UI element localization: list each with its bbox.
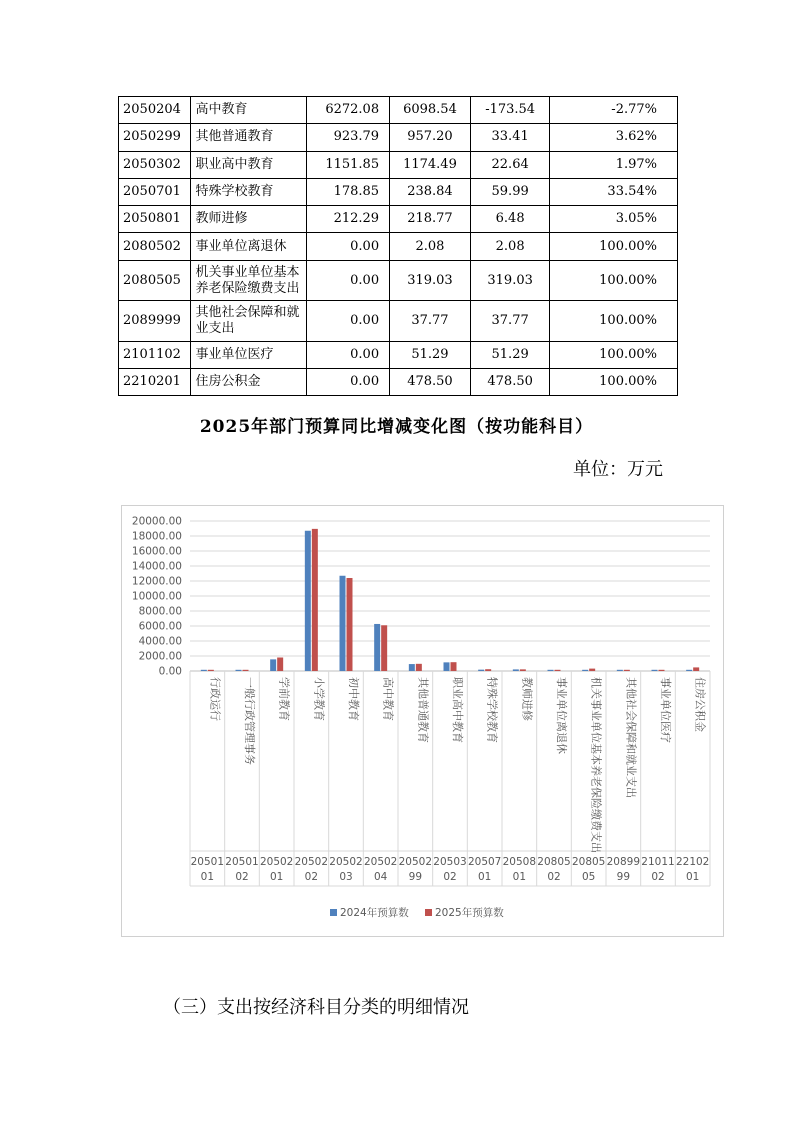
legend-swatch bbox=[425, 909, 432, 916]
cell-2024: 0.00 bbox=[307, 301, 390, 342]
cell-code: 2050204 bbox=[119, 97, 191, 124]
bar bbox=[444, 662, 450, 671]
cell-name: 其他普通教育 bbox=[191, 124, 307, 151]
cell-code: 2089999 bbox=[119, 301, 191, 342]
x-category-label: 初中教育 bbox=[347, 677, 360, 721]
bar bbox=[555, 670, 561, 671]
bar bbox=[624, 670, 630, 671]
cell-name: 其他社会保障和就业支出 bbox=[191, 301, 307, 342]
table-row bbox=[119, 124, 678, 151]
bar bbox=[270, 659, 276, 671]
x-category-code: 20805 bbox=[571, 856, 606, 868]
x-category-label: 机关事业单位基本养老保险缴费支出 bbox=[589, 677, 603, 853]
legend-label: 2025年预算数 bbox=[435, 907, 504, 919]
cell-change: 59.99 bbox=[470, 178, 550, 205]
cell-2025: 1174.49 bbox=[390, 151, 471, 178]
x-category-code: 03 bbox=[339, 871, 353, 883]
y-tick-label: 18000.00 bbox=[131, 530, 182, 543]
x-category-code: 20805 bbox=[537, 856, 571, 868]
cell-change: 37.77 bbox=[470, 301, 550, 342]
cell-2024: 6272.08 bbox=[307, 97, 390, 124]
table-row bbox=[119, 301, 678, 342]
cell-pct: 3.05% bbox=[550, 206, 678, 233]
budget-comparison-table bbox=[118, 96, 678, 396]
x-category-label: 高中教育 bbox=[381, 677, 395, 721]
cell-pct: 100.00% bbox=[550, 301, 678, 342]
x-category-code: 22102 bbox=[675, 856, 710, 868]
x-category-code: 20502 bbox=[259, 856, 294, 868]
cell-change: -173.54 bbox=[470, 97, 550, 124]
bar bbox=[589, 669, 595, 671]
y-tick-label: 10000.00 bbox=[131, 590, 182, 603]
y-tick-label: 16000.00 bbox=[131, 545, 182, 558]
bar bbox=[201, 670, 207, 671]
cell-name: 住房公积金 bbox=[191, 369, 307, 396]
x-category-code: 20502 bbox=[363, 856, 398, 868]
cell-2025: 218.77 bbox=[390, 206, 471, 233]
cell-2025: 238.84 bbox=[390, 178, 471, 205]
cell-2024: 1151.85 bbox=[307, 151, 390, 178]
x-category-label: 事业单位离退休 bbox=[555, 677, 568, 754]
table-row bbox=[119, 97, 678, 124]
cell-code: 2080502 bbox=[119, 233, 191, 260]
bar bbox=[451, 662, 457, 671]
bar bbox=[409, 664, 415, 671]
cell-code: 2050302 bbox=[119, 151, 191, 178]
bar bbox=[243, 670, 249, 671]
x-category-code: 01 bbox=[512, 871, 527, 883]
x-category-code: 21011 bbox=[641, 856, 675, 868]
bar bbox=[374, 624, 380, 671]
x-category-label: 一般行政管理事务 bbox=[243, 677, 256, 765]
cell-code: 2080505 bbox=[119, 260, 191, 301]
cell-name: 机关事业单位基本养老保险缴费支出 bbox=[191, 260, 307, 301]
x-category-code: 01 bbox=[269, 871, 284, 883]
bar bbox=[208, 670, 214, 671]
x-category-label: 其他普通教育 bbox=[416, 677, 430, 743]
section-heading: （三）支出按经济科目分类的明细情况 bbox=[163, 997, 469, 1018]
cell-2025: 478.50 bbox=[390, 369, 471, 396]
bar bbox=[416, 664, 422, 671]
x-category-code: 04 bbox=[373, 871, 388, 883]
cell-name: 特殊学校教育 bbox=[191, 178, 307, 205]
bar bbox=[305, 531, 311, 671]
bar bbox=[478, 670, 484, 671]
cell-2025: 2.08 bbox=[390, 233, 471, 260]
cell-2024: 0.00 bbox=[307, 233, 390, 260]
y-tick-label: 4000.00 bbox=[138, 635, 182, 648]
x-category-label: 事业单位医疗 bbox=[659, 677, 672, 743]
cell-code: 2050701 bbox=[119, 178, 191, 205]
x-category-code: 01 bbox=[477, 871, 492, 883]
bar bbox=[381, 625, 387, 671]
x-category-code: 02 bbox=[547, 871, 561, 883]
cell-change: 2.08 bbox=[470, 233, 550, 260]
cell-pct: -2.77% bbox=[550, 97, 678, 124]
bar bbox=[617, 670, 623, 671]
cell-name: 职业高中教育 bbox=[191, 151, 307, 178]
cell-name: 高中教育 bbox=[191, 97, 307, 124]
table-row bbox=[119, 233, 678, 260]
x-category-code: 99 bbox=[408, 871, 423, 883]
bar bbox=[520, 669, 526, 671]
bar-chart-svg bbox=[122, 506, 725, 938]
x-category-code: 02 bbox=[235, 871, 249, 883]
cell-change: 478.50 bbox=[470, 369, 550, 396]
legend-label: 2024年预算数 bbox=[340, 907, 409, 919]
cell-pct: 100.00% bbox=[550, 260, 678, 301]
table-row bbox=[119, 369, 678, 396]
cell-change: 6.48 bbox=[470, 206, 550, 233]
cell-change: 33.41 bbox=[470, 124, 550, 151]
x-category-label: 其他社会保障和就业支出 bbox=[624, 677, 638, 798]
x-category-code: 05 bbox=[581, 871, 596, 883]
cell-name: 教师进修 bbox=[191, 206, 307, 233]
bar bbox=[548, 670, 554, 671]
x-category-label: 职业高中教育 bbox=[451, 677, 464, 743]
x-category-code: 20502 bbox=[398, 856, 433, 868]
cell-pct: 100.00% bbox=[550, 341, 678, 368]
y-tick-label: 8000.00 bbox=[138, 605, 182, 618]
x-category-code: 01 bbox=[685, 871, 700, 883]
x-category-code: 20502 bbox=[294, 856, 329, 868]
bar bbox=[485, 669, 491, 671]
x-category-label: 教师进修 bbox=[520, 677, 534, 721]
x-category-code: 20503 bbox=[433, 856, 467, 868]
cell-pct: 1.97% bbox=[550, 151, 678, 178]
cell-2024: 0.00 bbox=[307, 260, 390, 301]
cell-2024: 0.00 bbox=[307, 341, 390, 368]
table-row bbox=[119, 151, 678, 178]
y-tick-label: 12000.00 bbox=[131, 575, 182, 588]
cell-2025: 6098.54 bbox=[390, 97, 471, 124]
bar bbox=[277, 658, 283, 672]
cell-change: 22.64 bbox=[470, 151, 550, 178]
cell-pct: 100.00% bbox=[550, 369, 678, 396]
bar-chart bbox=[121, 505, 724, 937]
bar bbox=[686, 670, 692, 671]
chart-title: 2025年部门预算同比增减变化图（按功能科目） bbox=[199, 417, 594, 437]
bar bbox=[513, 669, 519, 671]
cell-2024: 212.29 bbox=[307, 206, 390, 233]
cell-2025: 957.20 bbox=[390, 124, 471, 151]
cell-2025: 51.29 bbox=[390, 341, 471, 368]
cell-2024: 178.85 bbox=[307, 178, 390, 205]
x-category-code: 01 bbox=[200, 871, 215, 883]
x-category-code: 20502 bbox=[329, 856, 363, 868]
x-category-code: 02 bbox=[443, 871, 457, 883]
table-row bbox=[119, 341, 678, 368]
x-category-code: 20501 bbox=[190, 856, 225, 868]
cell-2025: 319.03 bbox=[390, 260, 471, 301]
cell-code: 2050299 bbox=[119, 124, 191, 151]
cell-code: 2050801 bbox=[119, 206, 191, 233]
x-category-label: 小学教育 bbox=[312, 677, 326, 721]
bar bbox=[582, 670, 588, 671]
cell-change: 319.03 bbox=[470, 260, 550, 301]
unit-label: 单位：万元 bbox=[573, 459, 663, 480]
x-category-code: 20899 bbox=[606, 856, 641, 868]
table-row bbox=[119, 178, 678, 205]
cell-2024: 923.79 bbox=[307, 124, 390, 151]
table-row bbox=[119, 260, 678, 301]
bar bbox=[312, 529, 318, 671]
x-category-label: 行政运行 bbox=[208, 677, 222, 721]
cell-name: 事业单位离退休 bbox=[191, 233, 307, 260]
bar bbox=[693, 667, 699, 671]
x-category-code: 20508 bbox=[502, 856, 537, 868]
y-tick-label: 0.00 bbox=[158, 665, 182, 678]
bar bbox=[236, 670, 242, 671]
bar bbox=[659, 670, 665, 671]
x-category-code: 20501 bbox=[225, 856, 259, 868]
x-category-code: 20507 bbox=[467, 856, 502, 868]
y-tick-label: 20000.00 bbox=[131, 515, 182, 528]
cell-name: 事业单位医疗 bbox=[191, 341, 307, 368]
cell-pct: 33.54% bbox=[550, 178, 678, 205]
bar bbox=[652, 670, 658, 671]
table-row bbox=[119, 206, 678, 233]
cell-code: 2101102 bbox=[119, 341, 191, 368]
x-category-label: 住房公积金 bbox=[693, 677, 707, 732]
legend-swatch bbox=[330, 909, 337, 916]
y-tick-label: 14000.00 bbox=[131, 560, 182, 573]
cell-2025: 37.77 bbox=[390, 301, 471, 342]
x-category-code: 02 bbox=[304, 871, 319, 883]
y-tick-label: 6000.00 bbox=[138, 620, 182, 633]
y-tick-label: 2000.00 bbox=[138, 650, 182, 663]
bar bbox=[340, 576, 346, 671]
bar bbox=[347, 578, 353, 671]
x-category-code: 02 bbox=[651, 871, 665, 883]
cell-pct: 3.62% bbox=[550, 124, 678, 151]
cell-2024: 0.00 bbox=[307, 369, 390, 396]
x-category-label: 特殊学校教育 bbox=[485, 677, 499, 743]
cell-change: 51.29 bbox=[470, 341, 550, 368]
x-category-code: 99 bbox=[616, 871, 631, 883]
x-category-label: 学前教育 bbox=[277, 677, 291, 721]
cell-code: 2210201 bbox=[119, 369, 191, 396]
cell-pct: 100.00% bbox=[550, 233, 678, 260]
